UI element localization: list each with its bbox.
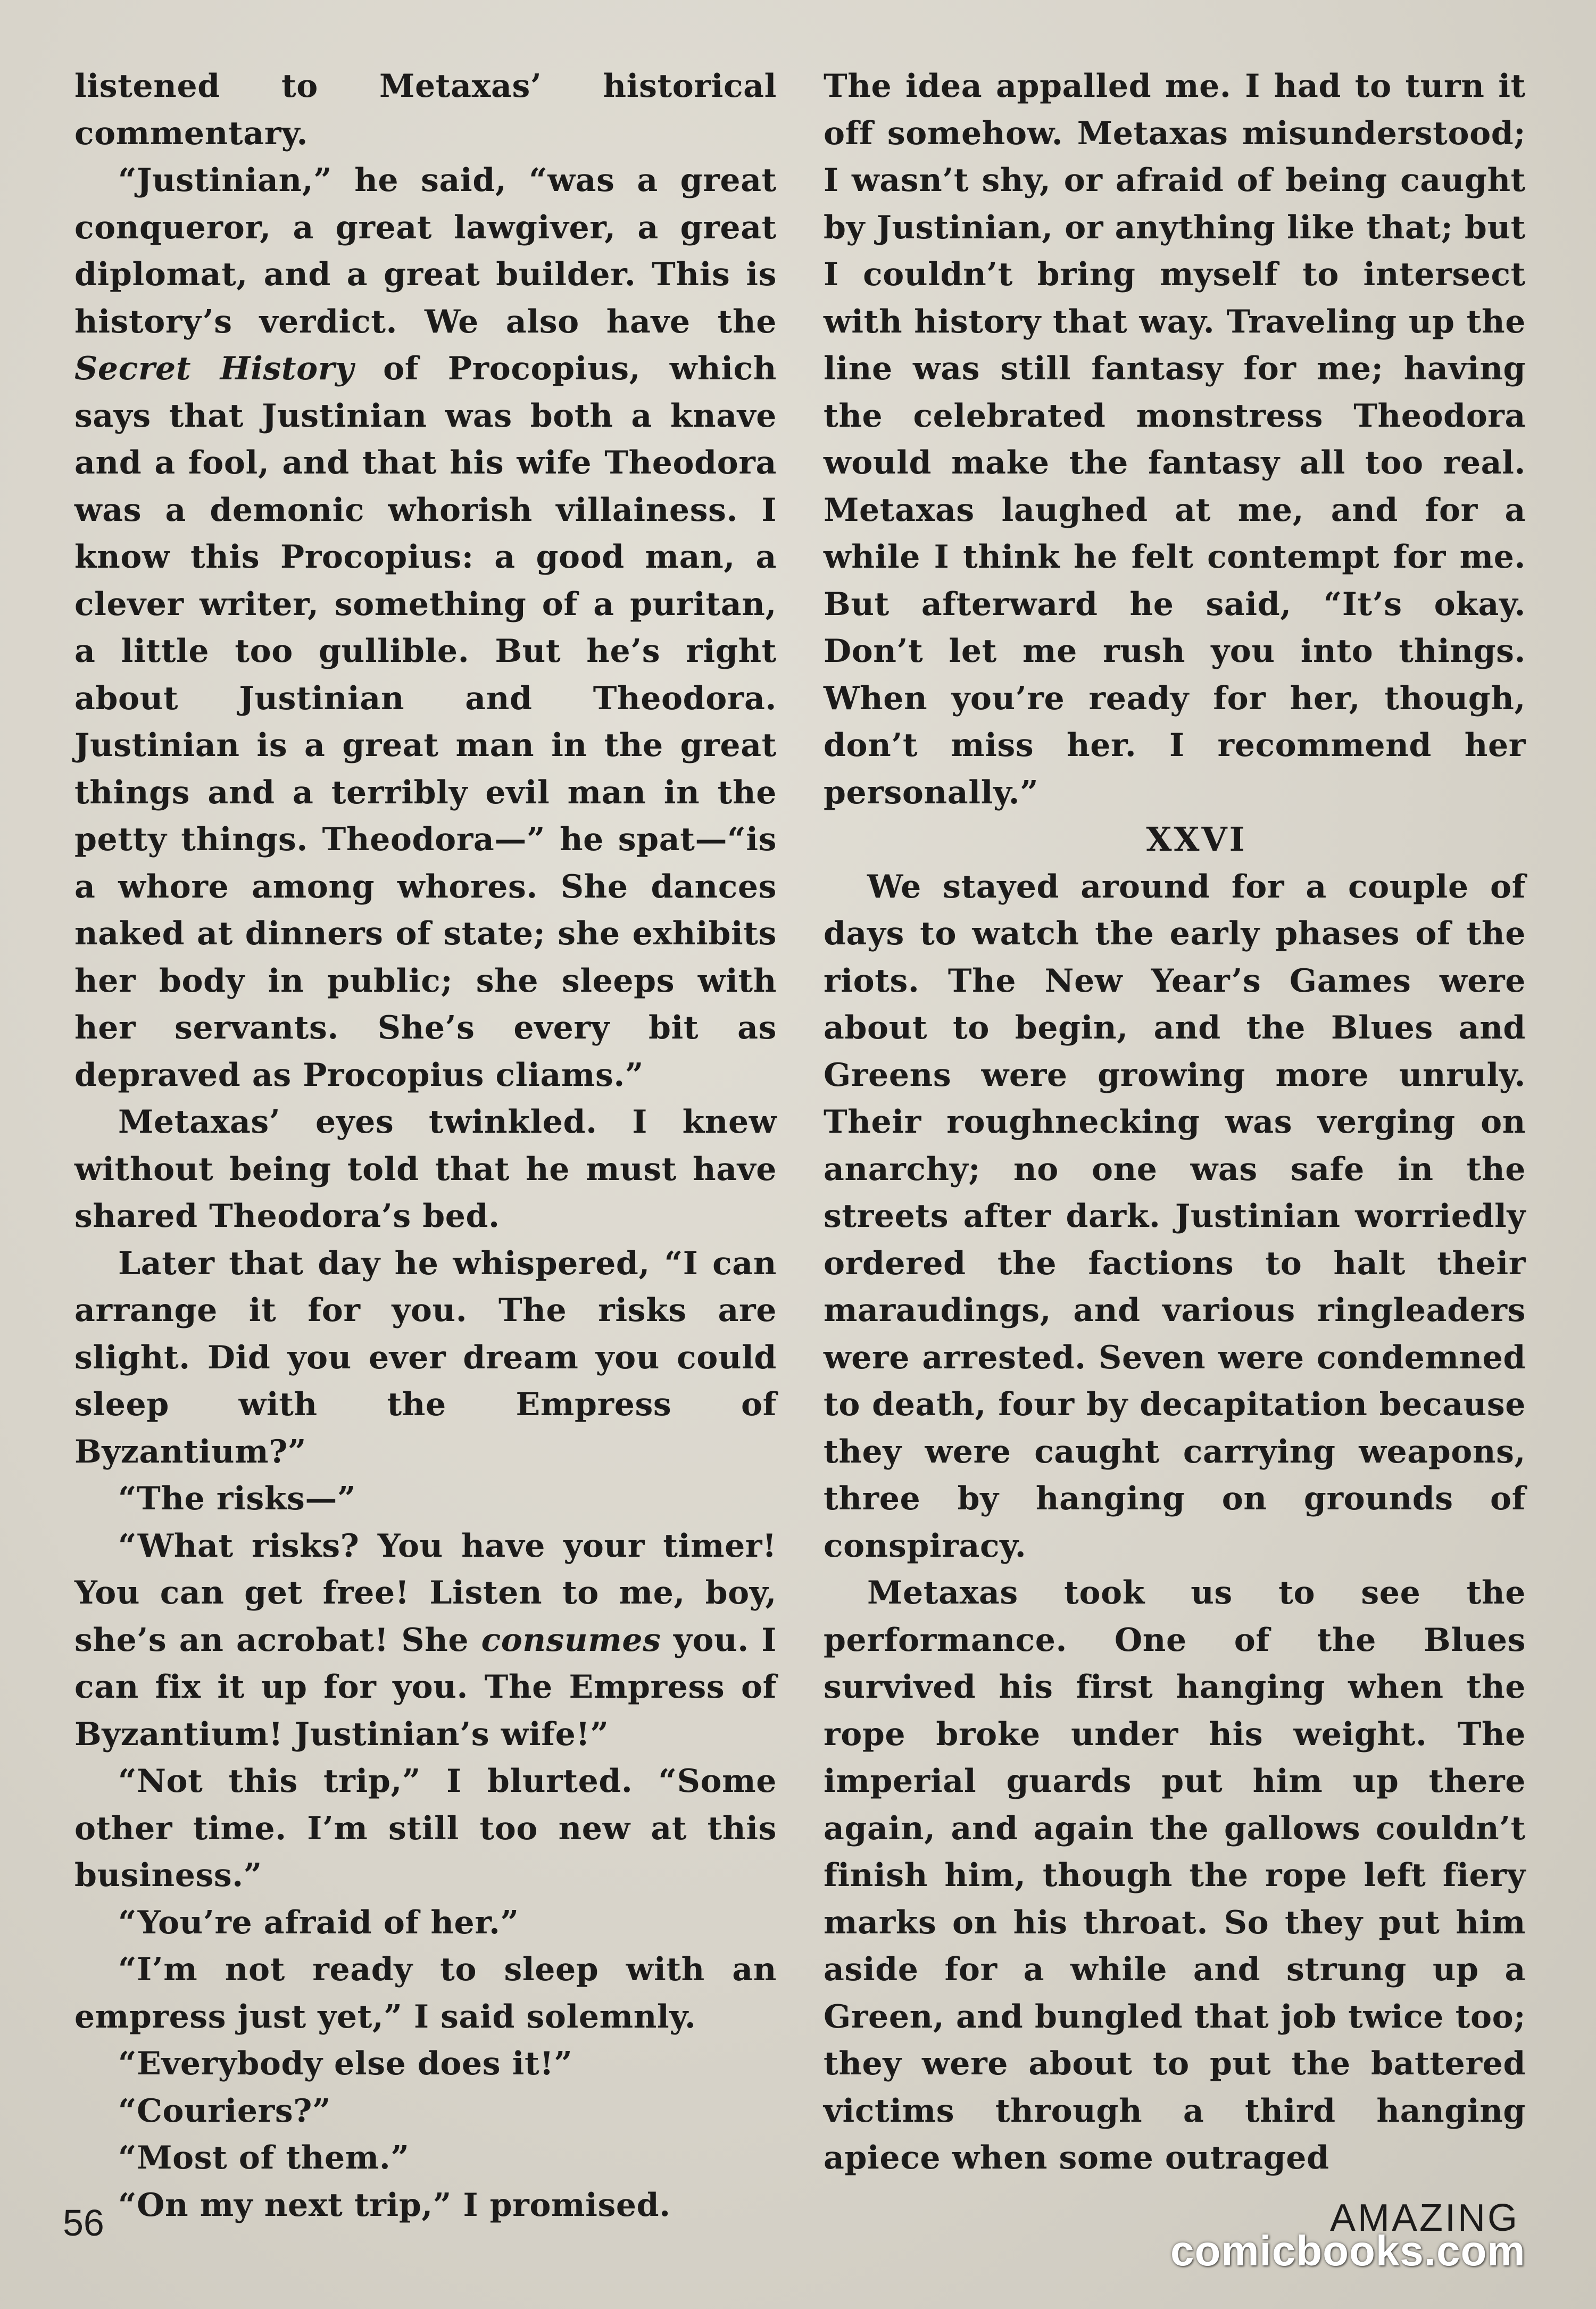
paragraph-text: you. I can fix it up for you. The Empress of Byzantium! Justinian’s wife!” [74, 1621, 777, 1753]
paragraph: Metaxas’ eyes twinkled. I knew without being told that he must have shared Theodora’s bed. [74, 1103, 777, 1235]
paragraph-text: of Procopius, which says that Justinian was both a knave and a fool, and that his wife Theodora was a demonic whorish villainess. I know this Procopius: a good man, a clever writer, something of a puritan, a little too gullible. But he’s right about Justinian and Theodora. Justinian is a great man in the great things and a terribly evil man in the petty things. Theodora—” he spat—“is a whore among whores. She dances naked at dinners of state; she exhibits her body in public; she sleeps with her servants. She’s every bit as depraved as Procopius cliams.” [74, 350, 777, 1094]
paragraph: listened to Metaxas’ historical commentary. [74, 68, 777, 152]
paragraph: Later that day he whispered, “I can arrange it for you. The risks are slight. Did you ever dream you could sleep with the Empress of Byzantium?” [74, 1244, 777, 1471]
book-title: Secret History [74, 350, 354, 387]
dialogue-line: “Not this trip,” I blurted. “Some other time. I’m still too new at this business.” [74, 1763, 777, 1894]
paragraph [74, 1523, 777, 1758]
dialogue-line: “Everybody else does it!” [118, 2045, 573, 2082]
paragraph: We stayed around for a couple of days to watch the early phases of the riots. The New Year’s Games were about to begin, and the Blues and Greens were growing more unruly. Their roughnecking was verging on anarchy; no one was safe in the streets after dark. Justinian worriedly ordered the factions to halt their maraudings, and various ringleaders were arrested. Seven were condemned to death, four by decapitation because they were caught carrying weapons, three by hanging on grounds of conspiracy. [824, 868, 1526, 1565]
dialogue-line: “Couriers?” [118, 2092, 331, 2130]
text-column-right [824, 63, 1526, 2182]
paragraph-text: “What risks? You have your timer! You can get free! Listen to me, boy, she’s an acrobat! She [74, 1527, 777, 1659]
chapter-heading: XXVI [1146, 820, 1247, 859]
dialogue-line: “You’re afraid of her.” [118, 1904, 519, 1941]
text-column-left [74, 63, 777, 2229]
dialogue-line: “The risks—” [118, 1480, 356, 1517]
dialogue-line: “On my next trip,” I promised. [118, 2186, 671, 2224]
page-number: 56 [63, 2202, 104, 2244]
magazine-title: AMAZING [1330, 2197, 1520, 2239]
dialogue-line: “I’m not ready to sleep with an empress just yet,” I said solemnly. [74, 1951, 777, 2036]
paragraph: The idea appalled me. I had to turn it off somehow. Metaxas misunderstood; I wasn’t shy, or afraid of being caught by Justinian, or anything like that; but I couldn’t bring myself to intersect with history that way. Traveling up the line was still fantasy for me; having the celebrated monstress Theodora would make the fantasy all too real. Metaxas laughed at me, and for a while I think he felt contempt for me. But afterward he said, “It’s okay. Don’t let me rush you into things. When you’re ready for her, though, don’t miss her. I recommend her personally.” [824, 68, 1526, 811]
emphasized-word: consumes [481, 1621, 661, 1659]
paragraph: Metaxas took us to see the performance. One of the Blues survived his first hanging when the rope broke under his weight. The imperial guards put him up there again, and again the gallows couldn’t finish him, though the rope left fiery marks on his throat. So they put him aside for a while and strung up a Green, and bungled that job twice too; they were about to put the battered victims through a third hanging apiece when some outraged [824, 1574, 1526, 2177]
dialogue-line: “Most of them.” [118, 2139, 410, 2177]
paragraph-text: “Justinian,” he said, “was a great conqueror, a great lawgiver, a great diplomat, and a great builder. This is history’s verdict. We also have the [74, 162, 777, 340]
watermark: comicbooks.com [1170, 2227, 1526, 2274]
paragraph [74, 157, 777, 1099]
